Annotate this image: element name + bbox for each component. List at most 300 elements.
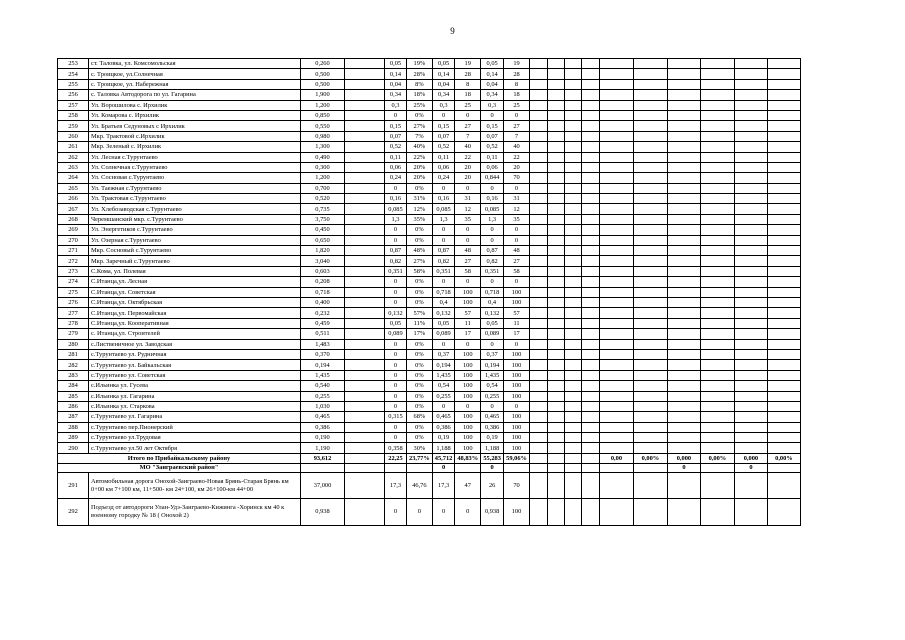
table-cell: С.Итанца,ул. Октябрьская	[89, 297, 301, 307]
table-row	[58, 443, 801, 453]
table-cell	[667, 131, 700, 141]
table-cell: 0,400	[301, 297, 345, 307]
table-cell	[529, 473, 547, 499]
table-cell	[529, 266, 547, 276]
table-cell: 0	[734, 464, 767, 473]
table-cell	[700, 473, 734, 499]
table-cell: 22%	[407, 152, 433, 162]
table-cell	[581, 391, 599, 401]
table-cell	[564, 422, 581, 432]
table-row	[58, 349, 801, 359]
table-cell: 281	[58, 349, 89, 359]
table-cell	[599, 110, 633, 120]
table-cell	[529, 443, 547, 453]
table-cell: с. Троицкое, ул.Солнечная	[89, 69, 301, 79]
table-cell: 0%	[407, 401, 433, 411]
table-cell	[633, 473, 667, 499]
table-cell: 0	[385, 277, 407, 287]
table-cell: с.Турунтаево ул.50 лет Октября	[89, 443, 301, 453]
table-cell: 1,188	[481, 443, 504, 453]
table-cell: 100	[504, 412, 530, 422]
table-cell	[529, 412, 547, 422]
table-cell: 58	[504, 266, 530, 276]
table-cell	[734, 297, 767, 307]
table-cell	[547, 339, 564, 349]
table-cell: 100	[504, 370, 530, 380]
table-cell	[564, 318, 581, 328]
table-cell: 1,435	[481, 370, 504, 380]
table-cell: 277	[58, 308, 89, 318]
table-cell	[581, 79, 599, 89]
table-cell: 59,06%	[504, 453, 530, 463]
table-cell	[700, 339, 734, 349]
table-cell	[599, 422, 633, 432]
table-cell	[767, 266, 800, 276]
table-cell: Ул. Сосновая с.Турунтаево	[89, 173, 301, 183]
table-cell	[529, 152, 547, 162]
table-cell	[529, 433, 547, 443]
table-cell	[529, 204, 547, 214]
table-cell: 290	[58, 443, 89, 453]
table-cell: 25	[455, 100, 481, 110]
table-cell	[633, 59, 667, 69]
table-cell: 37,000	[301, 473, 345, 499]
table-cell	[667, 69, 700, 79]
table-cell	[667, 433, 700, 443]
table-cell	[581, 142, 599, 152]
table-cell	[667, 256, 700, 266]
table-cell: 57	[504, 308, 530, 318]
table-cell	[767, 287, 800, 297]
table-cell	[529, 79, 547, 89]
region-label: МО "Заиграевский район"	[58, 464, 301, 473]
table-cell: 289	[58, 433, 89, 443]
table-cell: 0,34	[481, 90, 504, 100]
table-cell: 100	[504, 287, 530, 297]
table-cell	[564, 235, 581, 245]
table-cell: 20	[455, 162, 481, 172]
table-cell	[734, 308, 767, 318]
table-cell: 0%	[407, 183, 433, 193]
table-cell	[345, 297, 385, 307]
table-cell	[345, 162, 385, 172]
table-cell	[767, 401, 800, 411]
table-cell: 100	[455, 287, 481, 297]
table-cell	[700, 246, 734, 256]
table-cell: 0,24	[432, 173, 455, 183]
table-cell: 1,200	[301, 100, 345, 110]
table-cell: 0,11	[481, 152, 504, 162]
table-cell	[734, 69, 767, 79]
table-cell: 100	[455, 422, 481, 432]
table-cell	[667, 235, 700, 245]
table-cell	[667, 370, 700, 380]
table-cell: 0,085	[432, 204, 455, 214]
table-cell	[599, 131, 633, 141]
table-cell: 285	[58, 391, 89, 401]
table-cell: 0,850	[301, 110, 345, 120]
table-cell	[633, 183, 667, 193]
table-cell: 257	[58, 100, 89, 110]
table-cell	[529, 349, 547, 359]
table-cell	[564, 308, 581, 318]
table-cell: 1,300	[301, 142, 345, 152]
table-cell	[734, 194, 767, 204]
table-cell	[547, 401, 564, 411]
table-cell	[633, 256, 667, 266]
table-cell: 30%	[407, 443, 433, 453]
table-cell	[547, 79, 564, 89]
table-cell	[547, 297, 564, 307]
table-cell	[547, 318, 564, 328]
table-cell	[547, 100, 564, 110]
table-cell: 0,718	[301, 287, 345, 297]
table-cell	[667, 360, 700, 370]
table-cell	[581, 100, 599, 110]
table-cell	[734, 110, 767, 120]
table-cell	[767, 90, 800, 100]
table-cell	[529, 277, 547, 287]
table-cell	[700, 464, 734, 473]
table-cell	[599, 142, 633, 152]
table-cell	[767, 225, 800, 235]
table-cell	[345, 121, 385, 131]
table-cell: 259	[58, 121, 89, 131]
table-cell	[700, 277, 734, 287]
table-cell	[547, 152, 564, 162]
table-cell: 0	[504, 225, 530, 235]
table-row	[58, 204, 801, 214]
table-cell	[564, 152, 581, 162]
table-cell	[547, 329, 564, 339]
table-cell	[767, 235, 800, 245]
table-cell	[700, 162, 734, 172]
table-cell: с. Итанца,ул. Строителей	[89, 329, 301, 339]
table-cell: 0,04	[481, 79, 504, 89]
table-row	[58, 131, 801, 141]
table-cell	[564, 162, 581, 172]
table-cell: 0,386	[301, 422, 345, 432]
table-cell	[581, 464, 599, 473]
table-cell	[599, 256, 633, 266]
table-cell: 0,194	[432, 360, 455, 370]
table-cell: 0,718	[432, 287, 455, 297]
table-cell	[345, 473, 385, 499]
table-cell	[599, 194, 633, 204]
table-cell	[599, 162, 633, 172]
table-cell	[599, 412, 633, 422]
table-cell	[345, 412, 385, 422]
table-cell	[547, 162, 564, 172]
table-cell: 0,300	[301, 162, 345, 172]
table-cell	[581, 308, 599, 318]
table-cell	[529, 297, 547, 307]
table-cell: 0,3	[481, 100, 504, 110]
table-cell: 0,194	[481, 360, 504, 370]
table-cell	[667, 173, 700, 183]
table-cell	[700, 256, 734, 266]
table-row	[58, 381, 801, 391]
table-cell	[767, 318, 800, 328]
table-cell: Ул. Трактовая с.Турунтаево	[89, 194, 301, 204]
table-cell	[581, 499, 599, 526]
table-cell	[581, 433, 599, 443]
table-cell	[345, 194, 385, 204]
table-cell: 11	[504, 318, 530, 328]
table-cell: 0	[432, 277, 455, 287]
table-cell: 1,190	[301, 443, 345, 453]
table-cell	[564, 59, 581, 69]
table-cell	[767, 142, 800, 152]
table-cell	[667, 59, 700, 69]
table-cell	[547, 360, 564, 370]
table-cell: 0,04	[385, 79, 407, 89]
table-cell: 8	[455, 79, 481, 89]
table-cell	[581, 401, 599, 411]
table-cell: 0	[455, 225, 481, 235]
table-cell	[581, 110, 599, 120]
table-cell: 0,14	[432, 69, 455, 79]
region-header-row	[58, 464, 801, 473]
table-cell	[734, 433, 767, 443]
table-cell	[564, 401, 581, 411]
table-cell	[633, 499, 667, 526]
table-cell: 0,132	[481, 308, 504, 318]
table-cell	[345, 79, 385, 89]
table-cell	[734, 329, 767, 339]
page-number: 9	[450, 26, 455, 36]
table-cell: 0,465	[481, 412, 504, 422]
table-cell	[529, 173, 547, 183]
table-cell	[581, 339, 599, 349]
table-cell: с. Таловка Автодорога по ул. Гагарина	[89, 90, 301, 100]
table-cell: 40	[504, 142, 530, 152]
table-cell: 1,900	[301, 90, 345, 100]
table-cell	[547, 225, 564, 235]
table-cell	[667, 287, 700, 297]
table-cell: 25	[504, 100, 530, 110]
table-cell: 0%	[407, 360, 433, 370]
table-cell	[667, 329, 700, 339]
table-cell	[734, 183, 767, 193]
table-cell	[667, 266, 700, 276]
table-cell	[581, 225, 599, 235]
table-cell: 70	[504, 173, 530, 183]
table-cell	[529, 360, 547, 370]
table-cell	[455, 464, 481, 473]
table-cell	[547, 173, 564, 183]
table-cell: 100	[504, 297, 530, 307]
table-cell	[667, 142, 700, 152]
table-cell	[407, 464, 433, 473]
table-cell: 100	[455, 349, 481, 359]
table-cell: 273	[58, 266, 89, 276]
table-cell: 0,00%	[633, 453, 667, 463]
table-row	[58, 318, 801, 328]
table-cell	[734, 360, 767, 370]
table-row	[58, 256, 801, 266]
table-cell	[767, 308, 800, 318]
table-cell	[529, 235, 547, 245]
table-cell	[633, 360, 667, 370]
table-cell: Ул. Таежная с.Турунтаево	[89, 183, 301, 193]
table-cell	[599, 100, 633, 110]
table-cell	[700, 360, 734, 370]
table-cell	[529, 142, 547, 152]
table-cell: 0,844	[481, 173, 504, 183]
table-cell: 276	[58, 297, 89, 307]
table-cell: С.Итанца,ул. Первомайская	[89, 308, 301, 318]
table-cell: 26	[481, 473, 504, 499]
table-cell	[700, 443, 734, 453]
table-cell: 0%	[407, 391, 433, 401]
table-cell: 0,06	[432, 162, 455, 172]
table-cell	[547, 194, 564, 204]
table-cell	[581, 443, 599, 453]
table-cell: 0,315	[385, 412, 407, 422]
table-cell	[599, 246, 633, 256]
table-cell	[547, 499, 564, 526]
table-cell	[564, 183, 581, 193]
table-cell: Мкр. Сосновый с.Турунтаево	[89, 246, 301, 256]
table-cell: 0,386	[432, 422, 455, 432]
table-cell: 0,000	[734, 453, 767, 463]
table-cell: Подъезд от автодороги Улан-Удэ-Заиграево-Кижинга -Хоринск км 40 к военному городку № 18 ( Онохой 2)	[89, 499, 301, 526]
table-cell: 12	[504, 204, 530, 214]
table-cell: с. Троицкое, ул. Набережная	[89, 79, 301, 89]
table-cell: 0,05	[481, 59, 504, 69]
table-cell: 0,05	[385, 59, 407, 69]
table-cell	[599, 401, 633, 411]
table-cell: 272	[58, 256, 89, 266]
table-cell: с.Лиственичное ул. Заводская	[89, 339, 301, 349]
table-cell	[581, 59, 599, 69]
table-cell	[700, 329, 734, 339]
table-cell	[581, 256, 599, 266]
table-cell: 260	[58, 131, 89, 141]
table-cell	[581, 69, 599, 79]
table-cell: 0,07	[432, 131, 455, 141]
table-cell: 268	[58, 214, 89, 224]
table-cell	[529, 370, 547, 380]
table-cell	[700, 225, 734, 235]
table-cell: 7	[504, 131, 530, 141]
table-cell: 58	[455, 266, 481, 276]
table-cell	[633, 214, 667, 224]
table-cell: 0,11	[385, 152, 407, 162]
table-cell	[734, 121, 767, 131]
table-cell	[734, 246, 767, 256]
table-cell: Мкр. Зеленый с. Ирхилик	[89, 142, 301, 152]
table-cell	[767, 204, 800, 214]
table-cell: 0%	[407, 349, 433, 359]
table-cell	[345, 152, 385, 162]
table-cell	[667, 100, 700, 110]
table-cell: 0,3	[432, 100, 455, 110]
table-cell	[734, 100, 767, 110]
table-cell	[581, 131, 599, 141]
table-cell: 35	[455, 214, 481, 224]
table-cell	[547, 370, 564, 380]
table-cell: 267	[58, 204, 89, 214]
table-cell: 0,260	[301, 59, 345, 69]
table-cell: 35%	[407, 214, 433, 224]
table-cell	[345, 391, 385, 401]
table-cell: 0,208	[301, 277, 345, 287]
table-cell	[564, 100, 581, 110]
table-cell	[345, 256, 385, 266]
table-cell: 0	[504, 339, 530, 349]
table-cell: 48	[455, 246, 481, 256]
table-cell	[734, 59, 767, 69]
table-cell	[633, 110, 667, 120]
table-cell	[734, 79, 767, 89]
table-cell: 0,718	[481, 287, 504, 297]
table-cell	[547, 453, 564, 463]
table-cell	[633, 152, 667, 162]
table-cell	[734, 339, 767, 349]
table-cell: 22	[504, 152, 530, 162]
table-cell: 0,085	[481, 204, 504, 214]
table-cell: 0,07	[481, 131, 504, 141]
table-cell	[345, 422, 385, 432]
table-cell	[345, 225, 385, 235]
table-cell	[767, 391, 800, 401]
table-cell: 0,34	[432, 90, 455, 100]
table-cell: 0,00%	[700, 453, 734, 463]
table-cell: 0	[432, 401, 455, 411]
table-cell: 0,15	[385, 121, 407, 131]
table-cell: С.Кома, ул. Полевая	[89, 266, 301, 276]
table-row	[58, 339, 801, 349]
table-cell	[767, 370, 800, 380]
table-cell	[547, 90, 564, 100]
table-cell	[599, 370, 633, 380]
table-cell: 0,980	[301, 131, 345, 141]
table-cell: 0,07	[385, 131, 407, 141]
table-cell	[700, 381, 734, 391]
table-cell: 0,255	[481, 391, 504, 401]
table-cell	[599, 59, 633, 69]
table-cell: 18%	[407, 90, 433, 100]
table-cell: 0	[504, 401, 530, 411]
table-cell: 28%	[407, 69, 433, 79]
table-cell	[599, 90, 633, 100]
table-cell: 0	[385, 183, 407, 193]
table-cell: 0,500	[301, 79, 345, 89]
table-cell	[734, 204, 767, 214]
table-cell: 0,089	[385, 329, 407, 339]
table-cell	[564, 90, 581, 100]
table-cell	[633, 204, 667, 214]
table-cell	[633, 100, 667, 110]
table-cell: 0,87	[385, 246, 407, 256]
table-cell: 100	[455, 297, 481, 307]
table-cell	[345, 360, 385, 370]
table-cell	[734, 422, 767, 432]
table-cell: 100	[504, 381, 530, 391]
table-cell	[547, 349, 564, 359]
table-cell	[767, 297, 800, 307]
table-cell	[767, 121, 800, 131]
table-cell	[529, 464, 547, 473]
table-cell	[504, 464, 530, 473]
table-cell: 100	[504, 433, 530, 443]
table-cell: 0,54	[432, 381, 455, 391]
table-cell	[547, 381, 564, 391]
table-row	[58, 412, 801, 422]
table-cell	[547, 142, 564, 152]
